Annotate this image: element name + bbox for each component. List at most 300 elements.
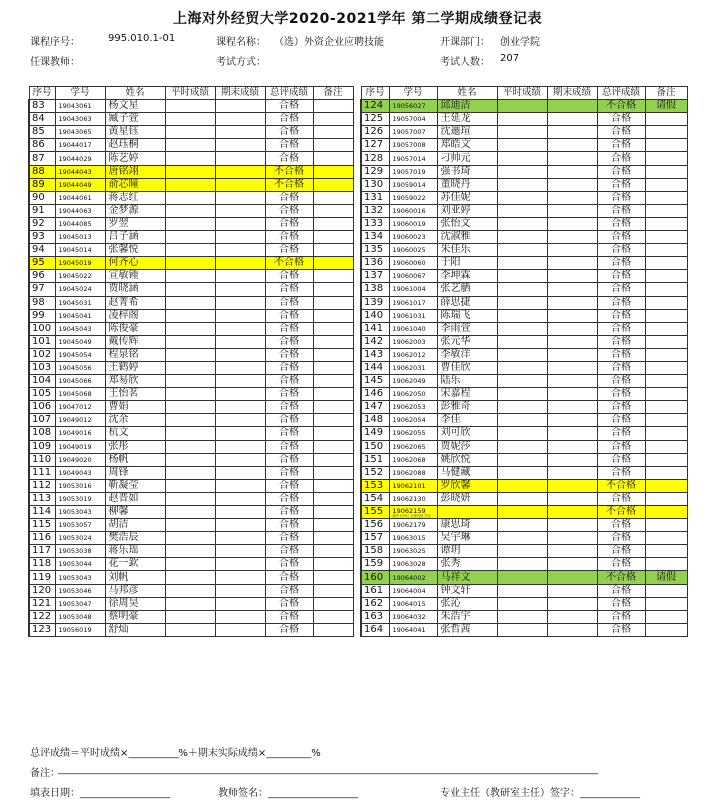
remark-cell — [313, 414, 353, 427]
student-name-cell: 吕子涵 — [105, 231, 165, 244]
table-row — [361, 165, 687, 178]
remark-cell — [645, 322, 687, 335]
student-id-cell: 19044043 — [55, 165, 105, 178]
overall-result-cell: 合格 — [597, 217, 645, 230]
header-student-id: 学号 — [55, 87, 105, 100]
final-score-cell — [215, 532, 265, 545]
final-score-cell — [215, 191, 265, 204]
student-id-cell: 19057008 — [389, 139, 437, 152]
student-id-cell: 19064004 — [389, 584, 437, 597]
regular-score-cell — [165, 283, 215, 296]
seq-cell: 90 — [29, 191, 55, 204]
remark-cell — [645, 545, 687, 558]
regular-score-cell — [497, 375, 547, 388]
regular-score-cell — [165, 440, 215, 453]
seq-cell: 146 — [361, 388, 389, 401]
remark-cell — [645, 427, 687, 440]
remark-cell — [645, 244, 687, 257]
table-row — [361, 375, 687, 388]
grade-table-left — [28, 86, 354, 637]
regular-score-cell — [497, 217, 547, 230]
student-id-cell: 19062088 — [389, 466, 437, 479]
student-name-cell: 郑易欣 — [105, 375, 165, 388]
student-name-cell: 金梦源 — [105, 204, 165, 217]
table-row — [361, 113, 687, 126]
student-id-cell: 19062068 — [389, 453, 437, 466]
regular-score-cell — [497, 348, 547, 361]
student-name-cell: 于阳 — [437, 257, 497, 270]
exam-count-value: 207 — [500, 53, 520, 64]
remark-cell — [645, 558, 687, 571]
student-id-cell: 19062130 — [389, 492, 437, 505]
header-seq: 序号 — [361, 87, 389, 100]
overall-result-cell: 合格 — [265, 139, 313, 152]
table-row — [29, 270, 353, 283]
regular-score-cell — [497, 322, 547, 335]
regular-score-cell — [497, 440, 547, 453]
overall-result-cell: 合格 — [265, 414, 313, 427]
student-name-cell: 沈逦瑄 — [437, 126, 497, 139]
regular-score-cell — [497, 309, 547, 322]
seq-cell: 119 — [29, 571, 55, 584]
remark-cell — [645, 217, 687, 230]
student-name-cell: 陈俊豪 — [105, 322, 165, 335]
regular-score-cell — [497, 506, 547, 519]
final-score-cell — [215, 139, 265, 152]
overall-result-cell: 合格 — [265, 401, 313, 414]
student-name-cell: 陆乐 — [437, 375, 497, 388]
student-id-cell: 19063015 — [389, 532, 437, 545]
student-id-cell: 19049019 — [55, 440, 105, 453]
student-id-cell: 19057014 — [389, 152, 437, 165]
overall-result-cell: 合格 — [265, 100, 313, 113]
table-row — [29, 597, 353, 610]
student-name-cell: 柳馨 — [105, 506, 165, 519]
final-score-cell — [215, 545, 265, 558]
header-final-score: 期末成绩 — [547, 87, 597, 100]
student-id-cell: 19045049 — [55, 335, 105, 348]
seq-cell: 108 — [29, 427, 55, 440]
student-name-cell: 董晓丹 — [437, 178, 497, 191]
remark-cell — [313, 191, 353, 204]
regular-score-cell — [497, 414, 547, 427]
table-row — [29, 532, 353, 545]
seq-cell: 158 — [361, 545, 389, 558]
student-name-cell: 张秀 — [437, 558, 497, 571]
final-score-cell — [215, 296, 265, 309]
student-id-cell: 19057019 — [389, 165, 437, 178]
regular-score-cell — [497, 126, 547, 139]
student-id-cell: 19063028 — [389, 558, 437, 571]
regular-score-cell — [497, 401, 547, 414]
regular-score-cell — [165, 296, 215, 309]
overall-result-cell: 合格 — [265, 610, 313, 623]
regular-score-cell — [165, 466, 215, 479]
regular-score-cell — [497, 165, 547, 178]
final-score-cell — [215, 479, 265, 492]
final-score-cell — [215, 348, 265, 361]
overall-result-cell: 合格 — [597, 152, 645, 165]
student-name-cell: 贾妮莎 — [437, 440, 497, 453]
student-id-cell: 19053043 — [55, 571, 105, 584]
regular-score-cell — [165, 479, 215, 492]
student-name-cell: 唐铭翊 — [105, 165, 165, 178]
student-name-cell: 靳凝莹 — [105, 479, 165, 492]
remark-cell — [645, 283, 687, 296]
header-remark: 备注 — [313, 87, 353, 100]
remark-cell — [313, 348, 353, 361]
table-row — [29, 375, 353, 388]
seq-cell: 103 — [29, 361, 55, 374]
student-id-cell: 19064015 — [389, 597, 437, 610]
seq-cell: 139 — [361, 296, 389, 309]
student-name-cell: 何齐心 — [105, 257, 165, 270]
regular-score-cell — [497, 178, 547, 191]
student-name-cell: 刁帅元 — [437, 152, 497, 165]
seq-cell: 110 — [29, 453, 55, 466]
student-id-cell: 19057007 — [389, 126, 437, 139]
regular-score-cell — [165, 414, 215, 427]
final-score-cell — [547, 571, 597, 584]
seq-cell: 133 — [361, 217, 389, 230]
regular-score-cell — [165, 361, 215, 374]
student-id-cell: 19047012 — [55, 401, 105, 414]
student-name-cell: 王怡茗 — [105, 388, 165, 401]
table-row — [361, 623, 687, 636]
student-name-cell — [437, 506, 497, 519]
seq-cell: 121 — [29, 597, 55, 610]
overall-result-cell: 合格 — [265, 231, 313, 244]
header-final-score: 期末成绩 — [215, 87, 265, 100]
student-name-cell: 杨帆 — [105, 453, 165, 466]
seq-cell: 107 — [29, 414, 55, 427]
remark-cell — [645, 296, 687, 309]
regular-score-cell — [165, 597, 215, 610]
seq-cell: 144 — [361, 361, 389, 374]
student-name-cell: 沈余 — [105, 414, 165, 427]
regular-score-cell — [165, 492, 215, 505]
student-id-cell: 19060019 — [389, 217, 437, 230]
table-row — [361, 427, 687, 440]
student-id-cell: 19045054 — [55, 348, 105, 361]
final-score-cell — [215, 466, 265, 479]
final-score-cell — [215, 257, 265, 270]
student-name-cell: 戴传辉 — [105, 335, 165, 348]
table-row — [29, 348, 353, 361]
regular-score-cell — [165, 623, 215, 636]
student-name-cell: 苏佳妮 — [437, 191, 497, 204]
table-row — [29, 466, 353, 479]
seq-cell: 128 — [361, 152, 389, 165]
student-id-cell: 19057004 — [389, 113, 437, 126]
final-score-cell — [547, 610, 597, 623]
table-row — [29, 440, 353, 453]
student-name-cell: 彭晓妍 — [437, 492, 497, 505]
student-name-cell: 张彤 — [105, 440, 165, 453]
final-score-cell — [547, 283, 597, 296]
header-name: 姓名 — [105, 87, 165, 100]
student-name-cell: 杭文 — [105, 427, 165, 440]
overall-result-cell: 合格 — [265, 375, 313, 388]
student-id-cell: 19063025 — [389, 545, 437, 558]
student-id-cell: 19045056 — [55, 361, 105, 374]
table-row — [361, 571, 687, 584]
remark-cell — [313, 335, 353, 348]
overall-result-cell: 不合格 — [265, 178, 313, 191]
overall-result-cell: 合格 — [597, 558, 645, 571]
overall-result-cell: 合格 — [597, 257, 645, 270]
teacher-signature: 教师签名：__________________ — [218, 788, 358, 799]
final-score-cell — [215, 427, 265, 440]
student-id-cell: 19043065 — [55, 126, 105, 139]
remark-cell — [313, 492, 353, 505]
overall-result-cell: 合格 — [265, 191, 313, 204]
table-row — [361, 296, 687, 309]
final-score-cell — [547, 440, 597, 453]
remark-cell — [313, 231, 353, 244]
seq-cell: 104 — [29, 375, 55, 388]
student-name-cell: 陈瑞飞 — [437, 309, 497, 322]
table-row — [29, 309, 353, 322]
seq-cell: 85 — [29, 126, 55, 139]
student-name-cell: 罗翌 — [105, 217, 165, 230]
regular-score-cell — [497, 244, 547, 257]
student-id-cell: 19061004 — [389, 283, 437, 296]
regular-score-cell — [165, 388, 215, 401]
regular-score-cell — [165, 126, 215, 139]
overall-result-cell: 合格 — [265, 584, 313, 597]
student-name-cell: 黄星钰 — [105, 126, 165, 139]
table-row — [361, 558, 687, 571]
final-score-cell — [215, 492, 265, 505]
grade-table-right — [360, 86, 688, 637]
remark-cell — [645, 506, 687, 519]
final-score-cell — [547, 217, 597, 230]
seq-cell: 113 — [29, 492, 55, 505]
remark-cell — [313, 217, 353, 230]
seq-cell: 111 — [29, 466, 55, 479]
regular-score-cell — [165, 204, 215, 217]
student-id-cell: 19044029 — [55, 152, 105, 165]
final-score-cell — [215, 414, 265, 427]
remark-cell — [313, 283, 353, 296]
overall-result-cell: 合格 — [597, 453, 645, 466]
final-score-cell — [215, 309, 265, 322]
final-score-cell — [215, 335, 265, 348]
student-name-cell: 钟文轩 — [437, 584, 497, 597]
regular-score-cell — [165, 231, 215, 244]
regular-score-cell — [497, 623, 547, 636]
remark-cell — [313, 623, 353, 636]
regular-score-cell — [165, 506, 215, 519]
remark-cell — [645, 204, 687, 217]
student-id-cell: 19053047 — [55, 597, 105, 610]
table-row — [29, 113, 353, 126]
remark-cell — [313, 100, 353, 113]
student-id-cell: 19045022 — [55, 270, 105, 283]
fill-date: 填表日期：__________________ — [30, 788, 170, 799]
remark-cell — [645, 466, 687, 479]
student-id-cell: 19053048 — [55, 610, 105, 623]
table-row — [361, 100, 687, 113]
table-row — [361, 479, 687, 492]
student-name-cell: 王延龙 — [437, 113, 497, 126]
overall-result-cell: 合格 — [597, 178, 645, 191]
student-id-cell: 19045043 — [55, 322, 105, 335]
final-score-cell — [215, 571, 265, 584]
director-signature: 专业主任（教研室主任）签字：____________ — [440, 788, 640, 799]
regular-score-cell — [497, 492, 547, 505]
final-score-cell — [547, 532, 597, 545]
regular-score-cell — [165, 217, 215, 230]
student-id-cell: 19060023 — [389, 231, 437, 244]
final-score-cell — [547, 231, 597, 244]
remark-cell — [645, 375, 687, 388]
seq-cell: 162 — [361, 597, 389, 610]
final-score-cell — [547, 545, 597, 558]
remark-cell — [645, 139, 687, 152]
overall-result-cell: 合格 — [597, 532, 645, 545]
overall-result-cell: 合格 — [265, 532, 313, 545]
table-row — [29, 244, 353, 257]
overall-result-cell: 合格 — [597, 231, 645, 244]
student-name-cell: 周锋 — [105, 466, 165, 479]
seq-cell: 147 — [361, 401, 389, 414]
remark-cell — [313, 532, 353, 545]
overall-result-cell: 合格 — [265, 348, 313, 361]
course-no-value: 995.010.1-01 — [108, 33, 176, 44]
overall-result-cell: 合格 — [265, 571, 313, 584]
header-name: 姓名 — [437, 87, 497, 100]
header-overall-result: 总评成绩 — [597, 87, 645, 100]
remark-cell — [313, 519, 353, 532]
table-row — [29, 231, 353, 244]
overall-result-cell: 合格 — [265, 519, 313, 532]
overall-result-cell: 合格 — [265, 558, 313, 571]
seq-cell: 137 — [361, 270, 389, 283]
remark-cell: 请假 — [645, 100, 687, 113]
regular-score-cell — [497, 558, 547, 571]
student-id-cell: 19060067 — [389, 270, 437, 283]
seq-cell: 125 — [361, 113, 389, 126]
regular-score-cell — [165, 191, 215, 204]
seq-cell: 127 — [361, 139, 389, 152]
final-score-cell — [215, 217, 265, 230]
remark-cell — [645, 597, 687, 610]
dept-value: 创业学院 — [500, 37, 540, 48]
regular-score-cell — [497, 571, 547, 584]
student-id-cell: 19062055 — [389, 427, 437, 440]
overall-result-cell: 合格 — [265, 309, 313, 322]
seq-cell: 124 — [361, 100, 389, 113]
header-regular-score: 平时成绩 — [165, 87, 215, 100]
overall-result-cell: 合格 — [597, 296, 645, 309]
remark-cell — [313, 597, 353, 610]
final-score-cell — [547, 244, 597, 257]
regular-score-cell — [165, 113, 215, 126]
final-score-cell — [547, 558, 597, 571]
student-name-cell: 曹佳欣 — [437, 361, 497, 374]
final-score-cell — [215, 597, 265, 610]
student-id-cell: 19056019 — [55, 623, 105, 636]
course-name-label: 课程名称： — [216, 37, 266, 48]
overall-result-cell: 合格 — [597, 244, 645, 257]
table-row — [29, 492, 353, 505]
seq-cell: 84 — [29, 113, 55, 126]
regular-score-cell — [165, 100, 215, 113]
overall-result-cell: 合格 — [265, 296, 313, 309]
final-score-cell — [547, 100, 597, 113]
seq-cell: 118 — [29, 558, 55, 571]
student-name-cell: 胡洁 — [105, 519, 165, 532]
table-header-row — [29, 87, 353, 100]
table-row — [361, 270, 687, 283]
student-id-cell: 19049020 — [55, 453, 105, 466]
overall-result-cell: 合格 — [265, 492, 313, 505]
final-score-cell — [547, 519, 597, 532]
student-name-cell: 沈淑雅 — [437, 231, 497, 244]
student-id-cell: 19053044 — [55, 558, 105, 571]
student-id-cell: 19061017 — [389, 296, 437, 309]
table-row — [29, 623, 353, 636]
table-row — [361, 388, 687, 401]
regular-score-cell — [497, 466, 547, 479]
student-name-cell: 李雨萱 — [437, 322, 497, 335]
remark-cell — [313, 427, 353, 440]
header-remark: 备注 — [645, 87, 687, 100]
final-score-cell — [547, 309, 597, 322]
seq-cell: 156 — [361, 519, 389, 532]
student-name-cell: 刘可欣 — [437, 427, 497, 440]
seq-cell: 148 — [361, 414, 389, 427]
regular-score-cell — [497, 257, 547, 270]
final-score-cell — [547, 427, 597, 440]
student-name-cell: 臧子萱 — [105, 113, 165, 126]
overall-result-cell: 合格 — [597, 348, 645, 361]
overall-result-cell: 不合格 — [597, 571, 645, 584]
overall-result-cell: 合格 — [265, 597, 313, 610]
final-score-cell — [547, 165, 597, 178]
student-name-cell: 马祥文 — [437, 571, 497, 584]
seq-cell: 155 — [361, 506, 389, 519]
student-id-cell: 19044049 — [55, 178, 105, 191]
header-seq: 序号 — [29, 87, 55, 100]
overall-result-cell: 合格 — [265, 506, 313, 519]
table-row — [29, 388, 353, 401]
student-name-cell: 贾晓涵 — [105, 283, 165, 296]
student-name-cell: 康思琦 — [437, 519, 497, 532]
remark-cell — [645, 440, 687, 453]
score-formula: 总评成绩＝平时成绩×__________%＋期末实际成绩×_________% — [30, 748, 321, 759]
table-row — [29, 506, 353, 519]
student-id-text: 19062159 — [392, 506, 426, 515]
remark-cell — [645, 113, 687, 126]
regular-score-cell — [165, 532, 215, 545]
table-row — [29, 296, 353, 309]
table-row — [361, 532, 687, 545]
remark-cell — [313, 257, 353, 270]
student-id-cell: 19059022 — [389, 191, 437, 204]
table-row — [361, 506, 687, 519]
overall-result-cell: 合格 — [597, 361, 645, 374]
final-score-cell — [215, 558, 265, 571]
regular-score-cell — [165, 427, 215, 440]
regular-score-cell — [497, 296, 547, 309]
overall-result-cell: 合格 — [597, 519, 645, 532]
student-id-cell: 19062101 — [389, 479, 437, 492]
final-score-cell — [215, 506, 265, 519]
seq-cell: 99 — [29, 309, 55, 322]
